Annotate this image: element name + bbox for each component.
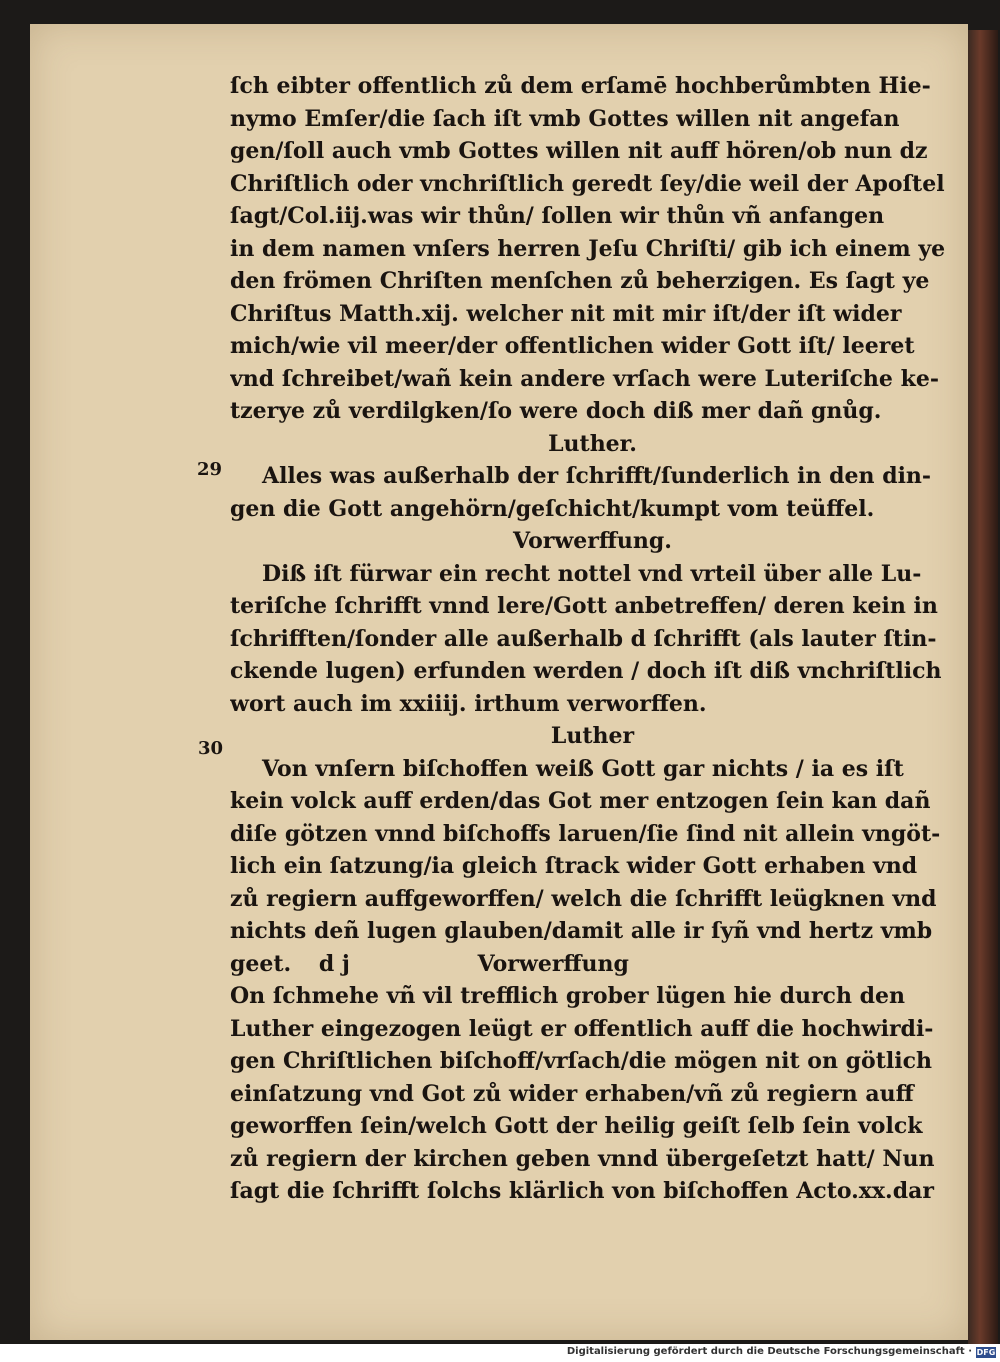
text-line: ckende lugen) erfunden werden / doch iſt diß vnchriſtlich (230, 658, 942, 684)
text-block (230, 70, 955, 1208)
footer-bar (0, 1344, 1000, 1362)
text-line: teriſche ſchrifft vnnd lere/Gott anbetreffen/ deren kein in (230, 593, 938, 619)
text-line-with-signature (230, 948, 955, 981)
text-line: Von vnſern biſchoffen weiß Gott gar nichts / ia es iſt (262, 755, 904, 782)
text-line: gen/ſoll auch vmb Gottes willen nit auff hören/ob nun dz (230, 138, 928, 164)
text-line: mich/wie vil meer/der offentlichen wider Gott iſt/ leeret (230, 333, 915, 359)
text-line: kein volck auff erden/das Got mer entzogen ſein kan dañ (230, 788, 931, 814)
text-line: gen die Gott angehörn/geſchicht/kumpt vom teüffel. (230, 495, 875, 522)
page-edge (968, 30, 998, 1344)
text-line: On ſchmehe vñ vil trefflich grober lügen hie durch den (230, 983, 905, 1009)
text-line: den frömen Chriſten menſchen zů beherzigen. Es ſagt ye (230, 268, 930, 294)
signature-mark: d j (318, 950, 350, 977)
section-heading-vorwerffung: Vorwerffung (477, 950, 629, 977)
text-line: zů regiern auffgeworffen/ welch die ſchrifft leügknen vnd (230, 885, 937, 912)
text-line: Chriſtlich oder vnchriſtlich geredt ſey/die weil der Apoſtel (230, 170, 945, 197)
margin-number-29: 29 (197, 459, 223, 480)
text-line: nymo Emſer/die ſach iſt vmb Gottes willen nit angefan (230, 105, 900, 132)
section-heading-luther: Luther (550, 723, 635, 749)
text-line: ſchrifften/ſonder alle außerhalb d ſchrifft (als lauter ſtin- (230, 625, 937, 652)
text-line: geworffen ſein/welch Gott der heilig geiſt ſelb ſein volck (230, 1113, 923, 1139)
text-line: ſagt/Col.iij.was wir thůn/ ſollen wir thůn vñ anfangen (230, 203, 885, 229)
text-line: ſagt die ſchrifft ſolchs klärlich von biſchoffen Acto.xx.dar (230, 1178, 934, 1204)
section-heading-luther: Luther. (548, 430, 637, 457)
text-line: gen Chriſtlichen biſchoff/vrſach/die mögen nit on götlich (230, 1048, 932, 1074)
text-line: diſe götzen vnnd biſchoffs laruen/ſie ſind nit allein vngöt- (230, 820, 941, 847)
text-line: einſatzung vnd Got zů wider erhaben/vñ zů regiern auff (230, 1080, 914, 1107)
text-line: Alles was außerhalb der ſchrifft/ſunderlich in den din- (262, 463, 932, 489)
dfg-logo: DFG (976, 1348, 996, 1357)
text-line: Diß iſt fürwar ein recht nottel vnd vrteil über alle Lu- (262, 560, 922, 587)
text-fragment: geet. (230, 950, 292, 977)
text-line: lich ein ſatzung/ia gleich ſtrack wider Gott erhaben vnd (230, 853, 918, 879)
text-line: zů regiern der kirchen geben vnnd übergeſetzt hatt/ Nun (230, 1145, 935, 1172)
text-line: vnd ſchreibet/wañ kein andere vrſach were Luteriſche ke- (230, 365, 939, 392)
section-heading-vorwerffung: Vorwerffung. (513, 528, 672, 554)
text-line: wort auch im xxiiij. irthum verworffen. (230, 690, 707, 717)
text-line: Luther eingezogen leügt er offentlich auff die hochwirdi- (230, 1015, 934, 1042)
text-line: Chriſtus Matth.xij. welcher nit mit mir iſt/der iſt wider (230, 300, 902, 327)
text-line: ſch eibter offentlich zů dem erſamē hochberůmbten Hie- (230, 73, 931, 99)
text-line: tzerye zů verdilgken/ſo were doch diß mer dañ gnůg. (230, 398, 882, 424)
funding-credit: Digitalisierung gefördert durch die Deutsche Forschungsgemeinschaft · (566, 1346, 972, 1357)
text-line: nichts deñ lugen glauben/damit alle ir ſyñ vnd hertz vmb (230, 918, 933, 944)
text-line: in dem namen vnſers herren Jeſu Chriſti/ gib ich einem ye (230, 235, 946, 262)
margin-number-30: 30 (198, 738, 224, 759)
